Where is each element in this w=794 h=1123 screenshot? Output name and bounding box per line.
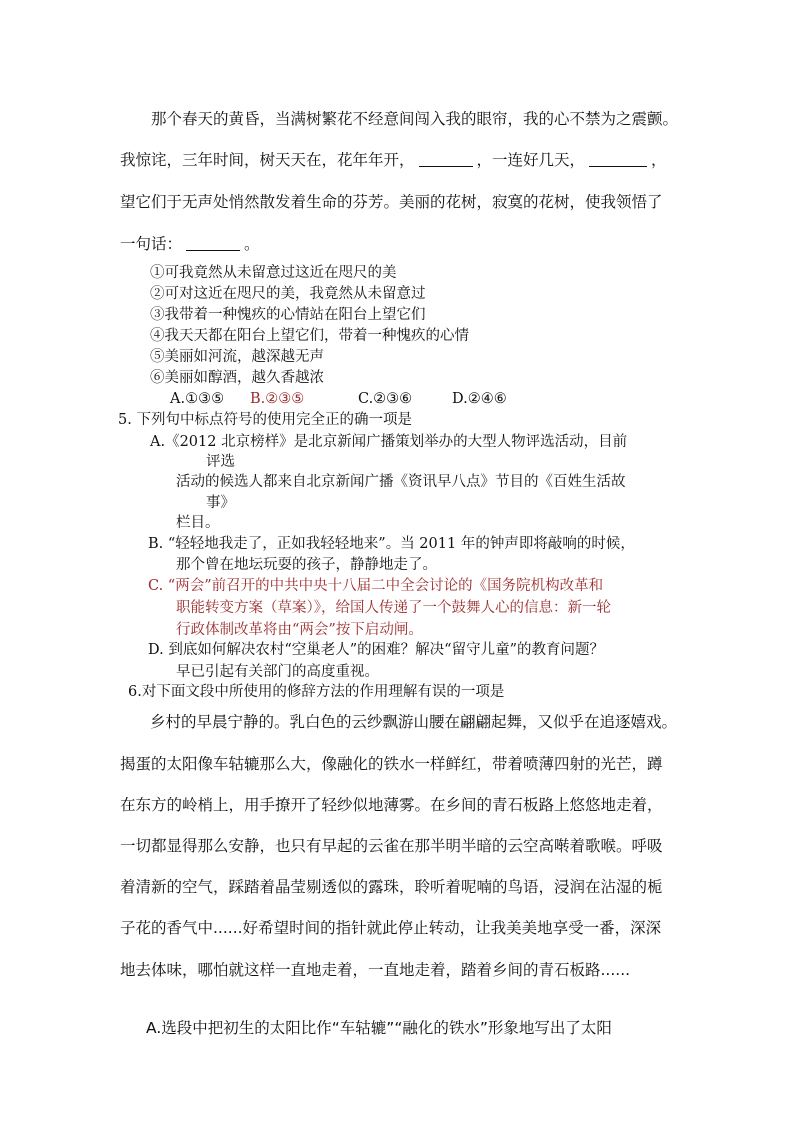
q5-a-line1: A.《2012 北京榜样》是北京新闻广播策划举办的大型人物评选活动，目前 <box>150 434 628 450</box>
q5-stem: 5. 下列句中标点符号的使用完全正的确一项是 <box>118 412 412 428</box>
fill-blank-3 <box>186 236 240 251</box>
q5-d-line1: D. 到底如何解决农村“空巢老人”的困难？解决“留守儿童”的教育问题？ <box>148 642 604 658</box>
q5-a-line5: 栏目。 <box>176 515 220 531</box>
q4-option-3: ③我带着一种愧疚的心情站在阳台上望它们 <box>150 307 426 323</box>
q6-passage-line7: 地去体味，哪怕就这样一直地走着，一直地走着，踏着乡间的青石板路...... <box>120 961 631 979</box>
para1-line2-b: ，一连好几天， <box>476 151 586 169</box>
q5-a-line2: 评选 <box>206 454 235 470</box>
para1-line4-b: 。 <box>244 235 260 253</box>
q4-option-2: ②可对这近在咫尺的美，我竟然从未留意过 <box>150 286 426 302</box>
q4-option-6: ⑥美丽如醇酒，越久香越浓 <box>150 370 324 386</box>
q4-option-4: ④我天天都在阳台上望它们，带着一种愧疚的心情 <box>150 328 469 344</box>
para1-line4 <box>120 234 260 254</box>
q6-passage-line6: 子花的香气中......好希望时间的指针就此停止转动，让我美美地享受一番，深深 <box>120 919 662 937</box>
q4-choice-c: C.②③⑥ <box>358 391 413 407</box>
para1-line2-c: ， <box>651 151 667 169</box>
q5-a-line3: 活动的候选人都来自北京新闻广播《资讯早八点》节目的《百姓生活故 <box>176 474 626 490</box>
para1-line1: 那个春天的黄昏，当满树繁花不经意间闯入我的眼帘，我的心不禁为之震颤。 <box>151 110 679 128</box>
q5-d-line2: 早已引起有关部门的高度重视。 <box>176 664 379 680</box>
q4-choice-a: A.①③⑤ <box>170 391 225 407</box>
q6-stem: 6.对下面文段中所使用的修辞方法的作用理解有误的一项是 <box>128 684 505 700</box>
q6-passage-line3: 在东方的岭梢上，用手撩开了轻纱似地薄雾。在乡间的青石板路上悠悠地走着， <box>120 796 663 814</box>
para1-line4-a: 一句话： <box>120 235 183 253</box>
q6-passage-line1: 乡村的早晨宁静的。乳白色的云纱飘游山腰在翩翩起舞，又似乎在追逐嬉戏。 <box>150 713 678 731</box>
q6-passage-line4: 一切都显得那么安静，也只有早起的云雀在那半明半暗的云空高啭着歌喉。呼吸 <box>120 837 663 855</box>
q5-c-line1: C. “两会”前召开的中共中央十八届二中全会讨论的《国务院机构改革和 <box>148 578 604 594</box>
q4-option-5: ⑤美丽如河流，越深越无声 <box>150 349 324 365</box>
fill-blank-2 <box>589 152 647 167</box>
q6-option-a: A.选段中把初生的太阳比作“车轱辘”“融化的铁水”形象地写出了太阳 <box>146 1019 612 1037</box>
q5-a-line4: 事》 <box>206 495 235 511</box>
fill-blank-1 <box>419 152 473 167</box>
q5-c-line2: 职能转变方案（草案）》，给国人传递了一个鼓舞人心的信息：新一轮 <box>176 600 611 616</box>
q5-b-line2: 那个曾在地坛玩耍的孩子，静静地走了。 <box>176 557 437 573</box>
q6-passage-line5: 着清新的空气，踩踏着晶莹剔透似的露珠，聆听着呢喃的鸟语，浸润在沾湿的栀 <box>120 878 663 896</box>
para1-line2 <box>120 150 667 170</box>
q4-option-1: ①可我竟然从未留意过这近在咫尺的美 <box>150 265 397 281</box>
para1-line3: 望它们于无声处悄然散发着生命的芬芳。美丽的花树，寂寞的花树，使我领悟了 <box>120 193 663 211</box>
para1-line2-a: 我惊诧，三年时间，树天天在，花年年开， <box>120 151 415 169</box>
q4-choice-d: D.②④⑥ <box>452 391 507 407</box>
q5-c-line3: 行政体制改革将由“两会”按下启动闸。 <box>176 622 423 638</box>
q5-b-line1: B. “轻轻地我走了，正如我轻轻地来”。当 2011 年的钟声即将敲响的时候， <box>148 536 635 552</box>
q4-choice-b: B.②③⑤ <box>250 391 305 407</box>
q6-passage-line2: 揭蛋的太阳像车轱辘那么大，像融化的铁水一样鲜红，带着喷薄四射的光芒，蹲 <box>120 755 663 773</box>
